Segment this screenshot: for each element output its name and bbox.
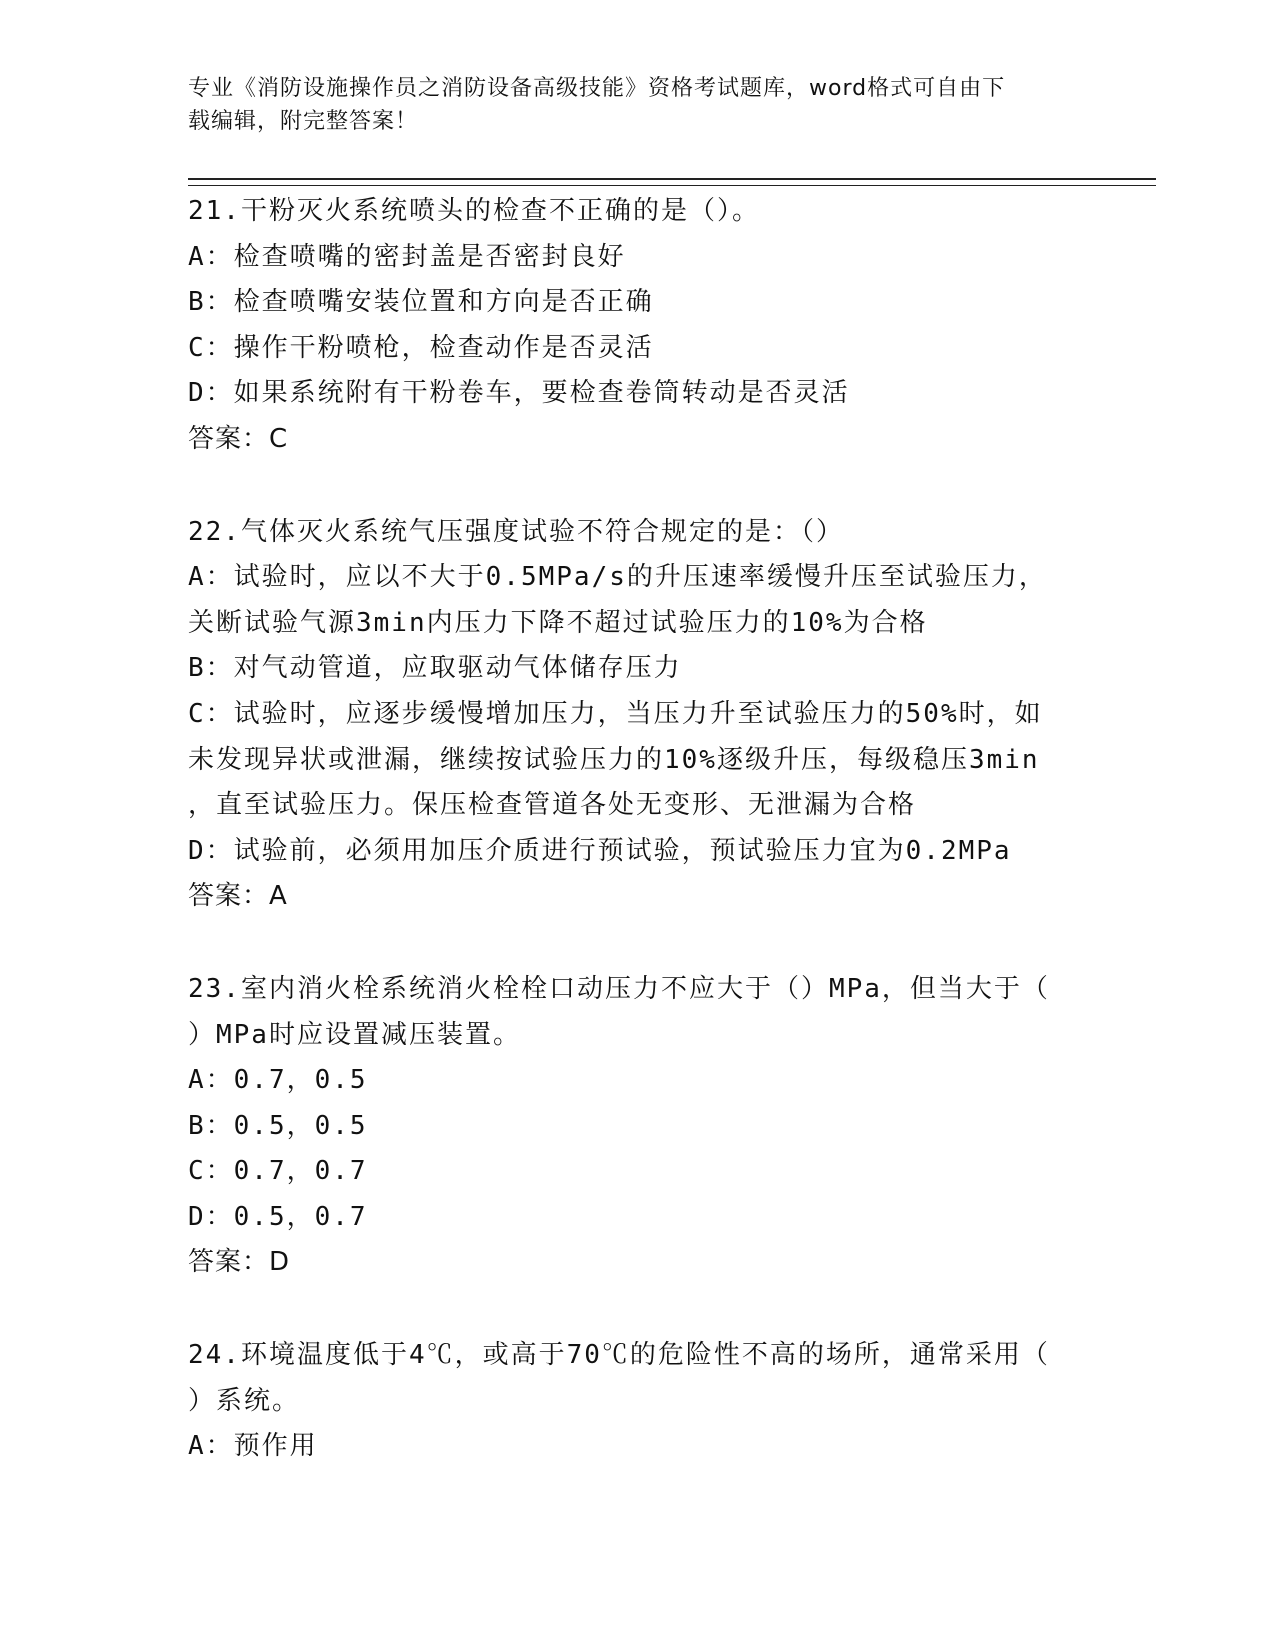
option-line: C：试验时，应逐步缓慢增加压力，当压力升至试验压力的50%时，如 bbox=[188, 698, 1043, 729]
option-line: A：0.7，0.5 bbox=[188, 1065, 368, 1096]
option-line: B：检查喷嘴安装位置和方向是否正确 bbox=[188, 287, 654, 318]
question-block bbox=[188, 510, 1088, 920]
option-line: 未发现异状或泄漏，继续按试验压力的10%逐级升压，每级稳压3min bbox=[188, 744, 1040, 775]
header-divider-thin bbox=[188, 185, 1156, 186]
question-block bbox=[188, 967, 1088, 1286]
option-line: D：如果系统附有干粉卷车，要检查卷筒转动是否灵活 bbox=[188, 378, 850, 409]
header-divider-thick bbox=[188, 178, 1156, 180]
header-line-2: 载编辑，附完整答案！ bbox=[188, 109, 419, 134]
option-line: B：对气动管道，应取驱动气体储存压力 bbox=[188, 653, 682, 684]
question-block bbox=[188, 1333, 1088, 1470]
question-stem: 24.环境温度低于4℃，或高于70℃的危险性不高的场所，通常采用（ bbox=[188, 1340, 1050, 1371]
option-line: ，直至试验压力。保压检查管道各处无变形、无泄漏为合格 bbox=[188, 790, 917, 821]
option-line: C：0.7，0.7 bbox=[188, 1156, 368, 1187]
question-block bbox=[188, 189, 1088, 463]
answer-line: 答案：C bbox=[188, 423, 289, 454]
answer-line: 答案：A bbox=[188, 881, 288, 912]
option-line: 关断试验气源3min内压力下降不超过试验压力的10%为合格 bbox=[188, 607, 928, 638]
question-stem: 21.干粉灭火系统喷头的检查不正确的是（）。 bbox=[188, 196, 760, 226]
question-stem: 23.室内消火栓系统消火栓栓口动压力不应大于（）MPa，但当大于（ bbox=[188, 973, 1050, 1004]
option-line: D：试验前，必须用加压介质进行预试验，预试验压力宜为0.2MPa bbox=[188, 835, 1012, 866]
option-line: C：操作干粉喷枪，检查动作是否灵活 bbox=[188, 332, 654, 363]
option-line: A：检查喷嘴的密封盖是否密封良好 bbox=[188, 241, 626, 272]
question-list bbox=[188, 189, 1088, 1517]
option-line: D：0.5，0.7 bbox=[188, 1201, 368, 1232]
document-header bbox=[188, 72, 1068, 138]
question-stem: ）MPa时应设置减压装置。 bbox=[188, 1019, 521, 1050]
question-stem: 22.气体灭火系统气压强度试验不符合规定的是：（） bbox=[188, 516, 844, 547]
option-line: A：试验时，应以不大于0.5MPa/s的升压速率缓慢升压至试验压力， bbox=[188, 562, 1047, 593]
option-line: A：预作用 bbox=[188, 1431, 318, 1462]
answer-line: 答案：D bbox=[188, 1247, 291, 1278]
question-stem: ）系统。 bbox=[188, 1385, 301, 1416]
header-line-1: 专业《消防设施操作员之消防设备高级技能》资格考试题库，word格式可自由下 bbox=[188, 76, 1006, 101]
option-line: B：0.5，0.5 bbox=[188, 1110, 368, 1141]
